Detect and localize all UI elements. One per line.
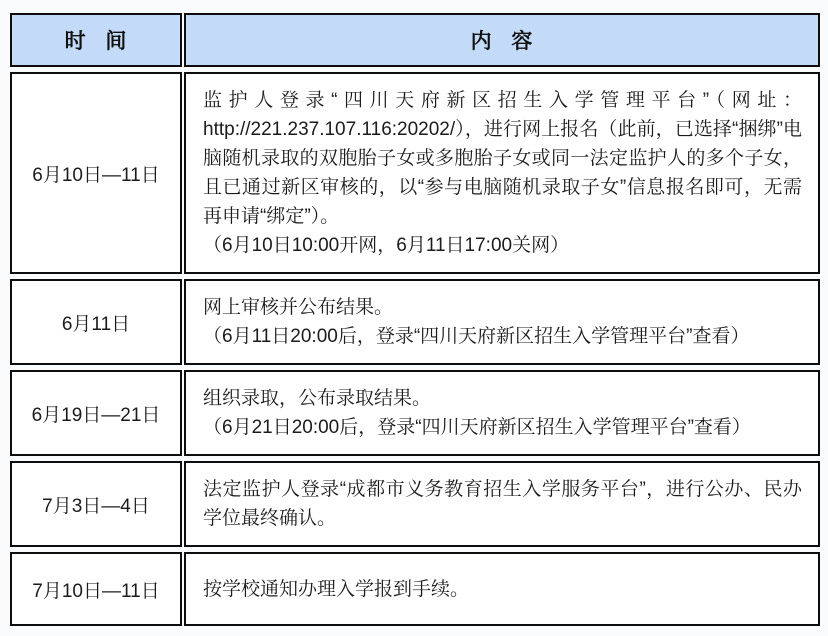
time-cell: 7月10日—11日 [10, 552, 182, 626]
header-row [10, 13, 820, 67]
content-note: （6月21日20:00后，登录“四川天府新区招生入学管理平台”查看） [203, 417, 751, 438]
time-cell: 6月19日—21日 [10, 370, 182, 456]
time-cell: 6月11日 [10, 279, 182, 365]
content-cell [184, 461, 820, 547]
table-row [10, 552, 820, 626]
table-row [10, 279, 820, 365]
content-paragraph: 法定监护人登录“成都市义务教育招生入学服务平台”，进行公办、民办学位最终确认。 [203, 479, 802, 529]
content-note: （6月11日20:00后，登录“四川天府新区招生入学管理平台”查看） [203, 326, 750, 347]
content-cell [184, 72, 820, 274]
content-paragraph: 组织录取，公布录取结果。 [203, 388, 432, 409]
time-cell: 7月3日—4日 [10, 461, 182, 547]
content-cell [184, 279, 820, 365]
content-note: （6月10日10:00开网，6月11日17:00关网） [203, 235, 570, 256]
table-row [10, 461, 820, 547]
content-column-header: 内 容 [184, 13, 820, 67]
table-row [10, 370, 820, 456]
schedule-table [8, 8, 822, 631]
time-column-header: 时 间 [10, 13, 182, 67]
table-row [10, 72, 820, 274]
time-cell: 6月10日—11日 [10, 72, 182, 274]
content-cell [184, 552, 820, 626]
content-paragraph: 按学校通知办理入学报到手续。 [203, 578, 470, 600]
content-cell [184, 370, 820, 456]
content-paragraph: 监护人登录“四川天府新区招生入学管理平台”（网址：http://221.237.107.116:20202/），进行网上报名（此前，已选择“捆绑”电脑随机录取的双胞胎子女或多胞胎子女或同一法定监护人的多个子女，且已通过新区审核的，以“参与电脑随机录取子女”信息报名即可，无需再申请“绑定”）。 [203, 90, 802, 227]
content-paragraph: 网上审核并公布结果。 [203, 297, 394, 318]
